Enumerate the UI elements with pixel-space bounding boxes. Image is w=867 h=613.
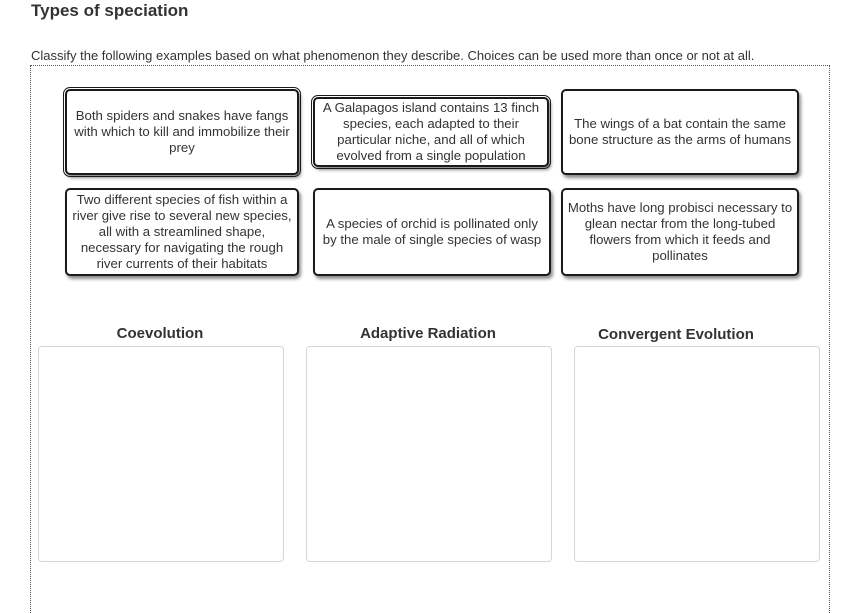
answer-card[interactable]: A Galapagos island contains 13 finch species, each adapted to their particular niche, and all of which evolved from a single population	[313, 97, 549, 167]
drop-zone-coevolution[interactable]	[38, 346, 284, 562]
answer-card[interactable]: Two different species of fish within a river give rise to several new species, all with a streamlined shape, necessary for navigating the rough river currents of their habitats	[65, 188, 299, 276]
drop-zone-adaptive-radiation[interactable]	[306, 346, 552, 562]
category-label-coevolution: Coevolution	[116, 325, 204, 342]
answer-card[interactable]: Both spiders and snakes have fangs with which to kill and immobilize their prey	[65, 89, 299, 175]
answer-card[interactable]: Moths have long probisci necessary to glean nectar from the long-tubed flowers from which it feeds and pollinates	[561, 188, 799, 276]
instructions-text: Classify the following examples based on what phenomenon they describe. Choices can be used more than once or not at all.	[31, 48, 755, 63]
category-label-convergent-evolution: Convergent Evolution	[598, 326, 754, 343]
category-label-adaptive-radiation: Adaptive Radiation	[360, 325, 496, 342]
answer-card[interactable]: A species of orchid is pollinated only by the male of single species of wasp	[313, 188, 551, 276]
page-title: Types of speciation	[31, 1, 189, 20]
answer-card[interactable]: The wings of a bat contain the same bone structure as the arms of humans	[561, 89, 799, 175]
drop-zone-convergent-evolution[interactable]	[574, 346, 820, 562]
classification-workspace	[30, 65, 830, 613]
